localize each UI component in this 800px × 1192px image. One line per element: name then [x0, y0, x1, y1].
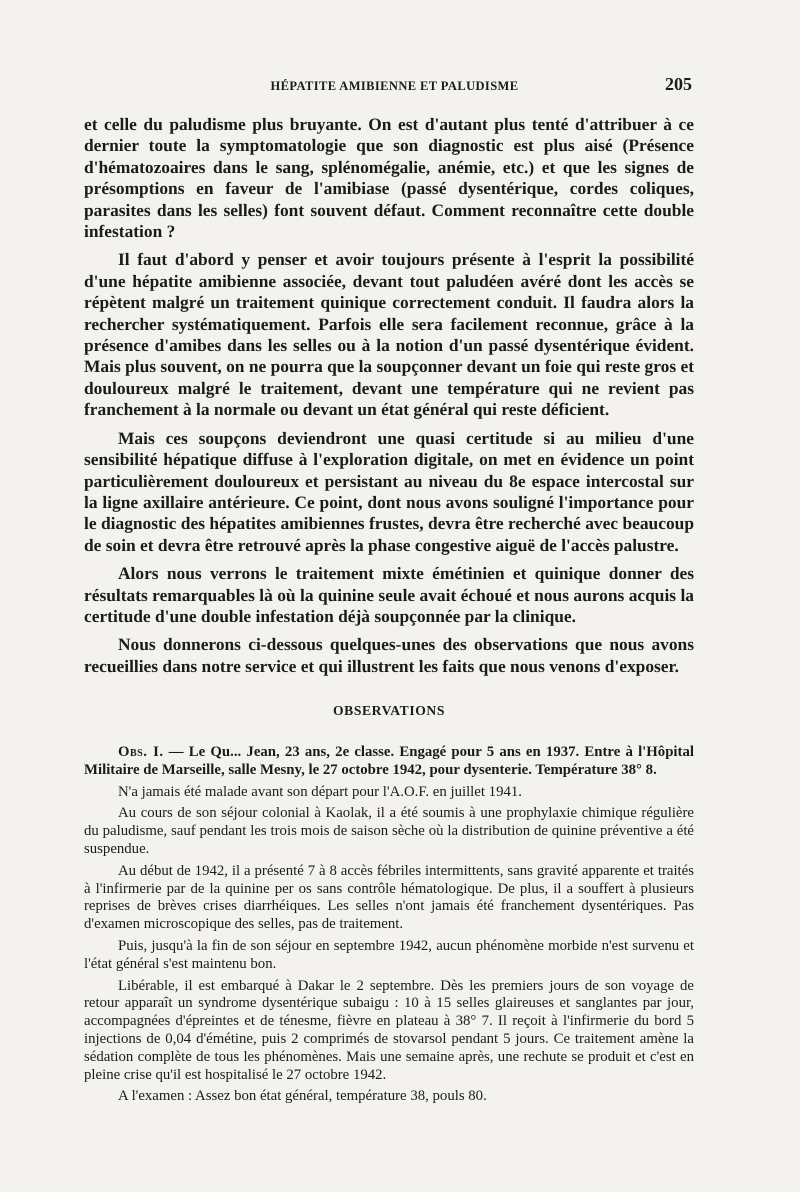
- observation-paragraph: N'a jamais été malade avant son départ pour l'A.O.F. en juillet 1941.: [118, 783, 522, 800]
- paragraph: et celle du paludisme plus bruyante. On est d'autant plus tenté d'attribuer à ce dernier toute la symptomatologie que son diagnostic est plus aisé (Présence d'hématozoaires dans le sang, splénomégalie, anémie, etc.) et que les signes de présomptions en faveur de l'amibiase (passé dysentérique, cordes coliques, parasites dans les selles) font souvent défaut. Comment reconnaître cette double infestation ?: [84, 114, 694, 242]
- paragraph: Il faut d'abord y penser et avoir toujours présente à l'esprit la possibilité d'une hépatite amibienne associée, devant tout paludéen avéré dont les accès se répètent malgré un traitement quinique correctement conduit. Il faudra alors la rechercher systématiquement. Parfois elle sera facilement reconnue, grâce à la présence d'amibes dans les selles ou à la notion d'un passé dysentérique évident. Mais plus souvent, on ne pourra que la soupçonner devant un foie qui reste gros et douloureux malgré le traitement, devant une température qui ne revient pas franchement à la normale ou devant un état général qui reste déficient.: [84, 249, 694, 420]
- observation-paragraph: Puis, jusqu'à la fin de son séjour en septembre 1942, aucun phénomène morbide n'est survenu et l'état général s'est maintenu bon.: [84, 937, 694, 972]
- observation-intro-text: — Le Qu... Jean, 23 ans, 2e classe. Engagé pour 5 ans en 1937. Entre à l'Hôpital Militaire de Marseille, salle Mesny, le 27 octobre 1942, pour dysenterie. Température 38° 8.: [84, 744, 694, 778]
- paragraph: Mais ces soupçons deviendront une quasi certitude si au milieu d'une sensibilité hépatique diffuse à l'exploration digitale, on met en évidence un point particulièrement douloureux et persistant au niveau du 8e espace intercostal sur la ligne axillaire antérieure. Ce point, dont nous avons souligné l'importance pour le diagnostic des hépatites amibiennes frustes, devra être recherché avec beaucoup de soin et devra être retrouvé après la phase congestive aiguë de l'accès palustre.: [84, 427, 694, 555]
- page-number: 205: [665, 74, 692, 94]
- section-heading: OBSERVATIONS: [333, 703, 445, 718]
- observation-paragraph: Libérable, il est embarqué à Dakar le 2 septembre. Dès les premiers jours de son voyage de retour apparaît un syndrome dysentérique subaigu : 10 à 15 selles glaireuses et sanglantes par jour, accompagnées d'épreintes et de ténesme, fièvre en plateau à 38° 7. Il reçoit à l'infirmerie du bord 5 injections de 0,04 d'émétine, puis 2 comprimés de stovarsol pendant 5 jours. Ce traitement amène la sédation complète de tous les phénomènes. Mais une semaine après, une rechute se produit et c'est en pleine crise qu'il est hospitalisé le 27 octobre 1942.: [84, 977, 694, 1083]
- observation-label: Obs. I.: [118, 744, 164, 760]
- paragraph: Alors nous verrons le traitement mixte émétinien et quinique donner des résultats remarquables là où la quinine seule avait échoué et nous aurons acquis la certitude d'une double infestation déjà soupçonnée par la clinique.: [84, 563, 694, 626]
- observation-paragraph: Au cours de son séjour colonial à Kaolak, il a été soumis à une prophylaxie chimique régulière du paludisme, sauf pendant les trois mois de saison sèche où la distribution de quinine préventive a été suspendue.: [84, 805, 694, 857]
- observation-block: [84, 744, 694, 1110]
- observation-intro: [84, 744, 694, 780]
- paragraph: Nous donnerons ci-dessous quelques-unes des observations que nous avons recueillies dans notre service et qui illustrent les faits que nous venons d'exposer.: [84, 634, 694, 676]
- running-title: HÉPATITE AMIBIENNE ET PALUDISME: [270, 79, 519, 93]
- page-header: [84, 74, 692, 94]
- observation-paragraph: Au début de 1942, il a présenté 7 à 8 accès fébriles intermittents, sans gravité apparente et traités à l'infirmerie par de la quinine per os sans contrôle hématologique. De plus, il a souffert à plusieurs reprises de brèves crises diarrhéiques. Les selles n'ont jamais été franchement dysentériques. Pas d'examen microscopique des selles, pas de traitement.: [84, 862, 694, 933]
- body-text: [84, 114, 694, 684]
- observation-paragraph: A l'examen : Assez bon état général, température 38, pouls 80.: [118, 1088, 487, 1105]
